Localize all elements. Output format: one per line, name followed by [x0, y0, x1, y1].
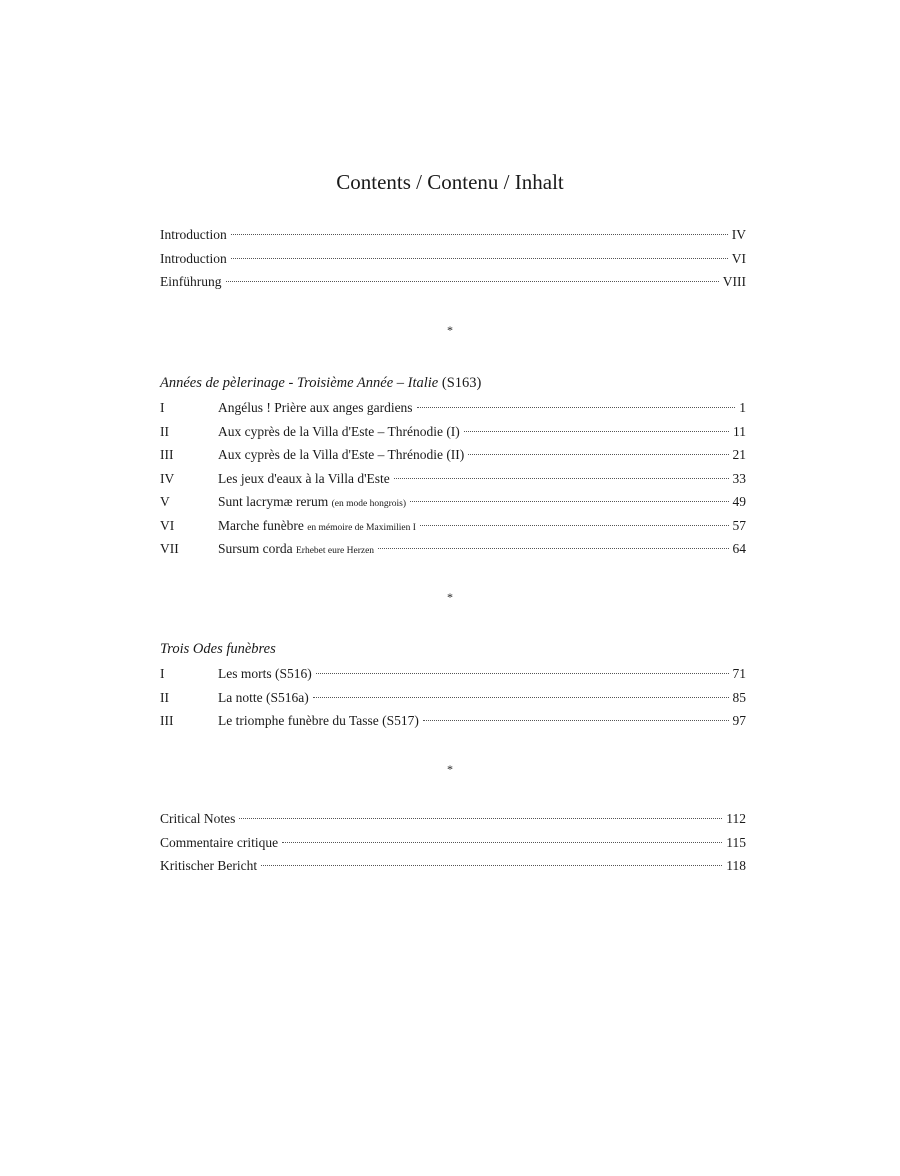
dot-leader: [313, 697, 729, 698]
notes-list: [160, 807, 746, 878]
dot-leader: [378, 548, 728, 549]
entry-page: 71: [732, 666, 746, 681]
dot-leader: [417, 407, 736, 408]
entry-label: Le triomphe funèbre du Tasse (S517): [218, 713, 419, 728]
entry-label: Les morts (S516): [218, 666, 312, 681]
entry-page: 64: [732, 541, 746, 556]
toc-entry[interactable]: [160, 467, 746, 491]
section-heading: [160, 636, 746, 662]
dot-leader: [239, 818, 722, 819]
dot-leader: [468, 454, 728, 455]
toc-entry[interactable]: [160, 854, 746, 878]
entry-label: Critical Notes: [160, 811, 236, 826]
toc-entry[interactable]: [160, 686, 746, 710]
entry-number: V: [160, 494, 170, 509]
toc-entry[interactable]: [160, 490, 746, 514]
dot-leader: [261, 865, 722, 866]
entry-page: 1: [739, 400, 746, 415]
entry-title: Marche funèbre: [218, 517, 304, 533]
section-catalog-number: (S163): [441, 375, 482, 391]
dot-leader: [410, 501, 728, 502]
entry-label: Aux cyprès de la Villa d'Este – Thrénodie (II): [218, 447, 465, 462]
entry-subtitle: (en mode hongrois): [331, 499, 407, 509]
entry-label: Introduction: [160, 227, 227, 242]
dot-leader: [231, 234, 728, 235]
entry-page: IV: [731, 227, 746, 242]
toc-entry[interactable]: [160, 831, 746, 855]
section-title: Années de pèlerinage - Troisième Année – Italie: [160, 375, 439, 391]
toc-entry[interactable]: [160, 270, 746, 294]
entry-number: III: [160, 713, 174, 728]
section-separator: *: [447, 323, 453, 337]
toc-entry[interactable]: [160, 709, 746, 733]
dot-leader: [226, 281, 719, 282]
dot-leader: [316, 673, 729, 674]
toc-entry[interactable]: [160, 807, 746, 831]
dot-leader: [282, 842, 722, 843]
entry-page: 115: [726, 834, 746, 850]
entry-number: VI: [160, 517, 175, 533]
entry-label: Les jeux d'eaux à la Villa d'Este: [218, 470, 390, 486]
entry-label: Kritischer Bericht: [160, 858, 258, 873]
toc-entry[interactable]: [160, 420, 746, 444]
entry-number: I: [160, 666, 165, 681]
entry-title: Sursum corda: [218, 541, 293, 556]
toc-entry[interactable]: [160, 396, 746, 420]
entry-subtitle: Erhebet eure Herzen: [296, 546, 375, 556]
page-title: Contents / Contenu / Inhalt: [336, 170, 564, 194]
entry-page: 118: [726, 858, 746, 873]
section-odes: [160, 636, 746, 733]
dot-leader: [423, 720, 729, 721]
entry-page: 21: [732, 447, 746, 462]
entry-page: 112: [726, 811, 746, 826]
entry-number: II: [160, 689, 169, 705]
section-separator: *: [447, 762, 453, 776]
entry-page: VIII: [722, 274, 746, 289]
dot-leader: [464, 431, 729, 432]
section-annees: [160, 370, 746, 561]
entry-label: Introduction: [160, 250, 227, 266]
entry-label: Aux cyprès de la Villa d'Este – Thrénodie (I): [218, 423, 460, 439]
entry-number: VII: [160, 541, 179, 556]
entry-number: I: [160, 400, 165, 415]
entry-page: 97: [732, 713, 746, 728]
entry-page: VI: [731, 250, 746, 266]
toc-entry[interactable]: [160, 223, 746, 247]
toc-entry[interactable]: [160, 514, 746, 538]
section-title: Trois Odes funèbres: [160, 641, 276, 657]
dot-leader: [394, 478, 729, 479]
toc-entry[interactable]: [160, 443, 746, 467]
entry-number: IV: [160, 470, 175, 486]
entry-label: Einführung: [160, 274, 222, 289]
entry-page: 11: [733, 423, 746, 439]
entry-number: III: [160, 447, 174, 462]
dot-leader: [420, 525, 729, 526]
entry-page: 85: [732, 689, 746, 705]
section-heading: [160, 370, 746, 396]
toc-entry[interactable]: [160, 247, 746, 271]
section-separator: *: [447, 590, 453, 604]
entry-label: Commentaire critique: [160, 834, 279, 850]
toc-entry[interactable]: [160, 662, 746, 686]
dot-leader: [231, 258, 728, 259]
intro-list: [160, 223, 746, 294]
entry-page: 49: [732, 494, 746, 509]
entry-label: La notte (S516a): [218, 689, 309, 705]
entry-number: II: [160, 423, 169, 439]
entry-subtitle: en mémoire de Maximilien I: [307, 522, 416, 533]
toc-entry[interactable]: [160, 537, 746, 561]
entry-title: Sunt lacrymæ rerum: [218, 494, 329, 509]
entry-label: Angélus ! Prière aux anges gardiens: [218, 400, 413, 415]
entry-page: 33: [732, 470, 746, 486]
entry-label: [218, 537, 374, 564]
entry-page: 57: [732, 517, 746, 533]
